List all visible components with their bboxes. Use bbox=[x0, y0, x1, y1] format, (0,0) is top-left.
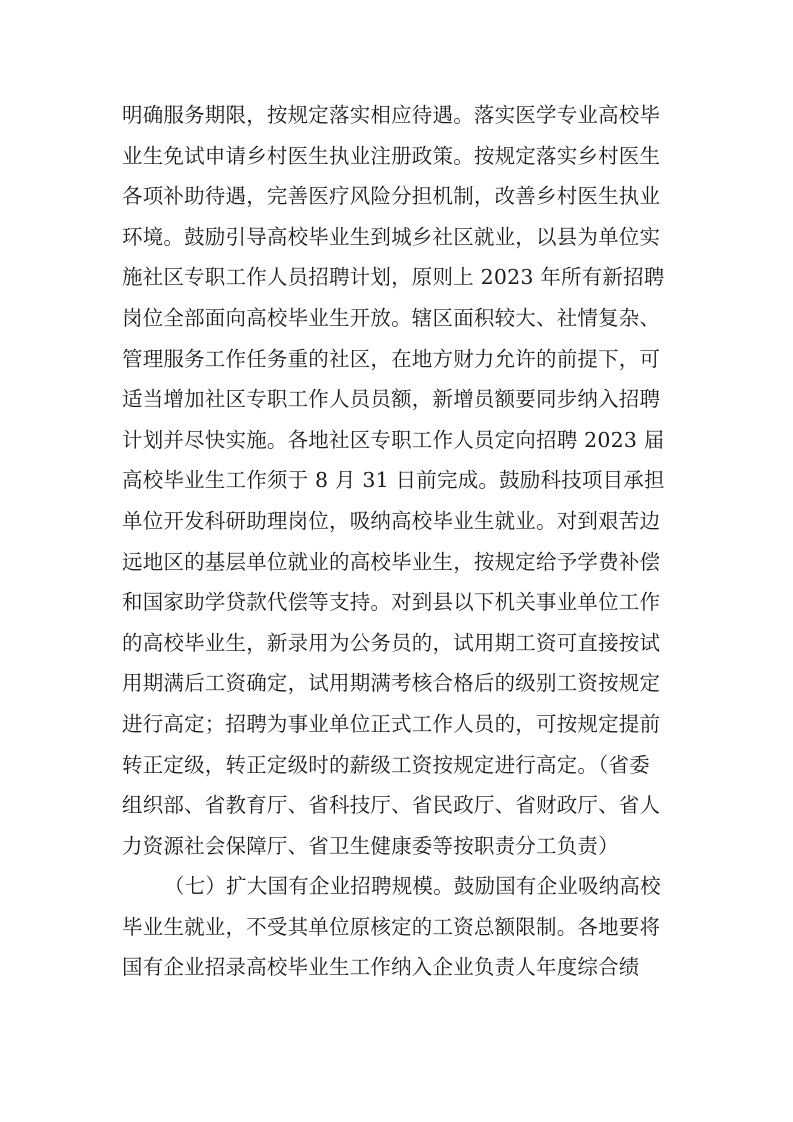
text-line: 计划并尽快实施。各地社区专职工作人员定向招聘 2023 届 bbox=[122, 427, 665, 452]
text-line: 进行高定；招聘为事业单位正式工作人员的，可按规定提前 bbox=[122, 711, 661, 736]
text-line: 明确服务期限，按规定落实相应待遇。落实医学专业高校毕 bbox=[122, 103, 661, 127]
text-line: 岗位全部面向高校毕业生开放。辖区面积较大、社情复杂、 bbox=[122, 305, 661, 330]
text-line: 各项补助待遇，完善医疗风险分担机制，改善乡村医生执业 bbox=[122, 184, 661, 209]
text-line: 转正定级，转正定级时的薪级工资按规定进行高定。（省委 bbox=[122, 752, 650, 777]
text-line: 管理服务工作任务重的社区，在地方财力允许的前提下，可 bbox=[122, 346, 661, 371]
text-line: 施社区专职工作人员招聘计划，原则上 2023 年所有新招聘 bbox=[122, 265, 665, 290]
text-line: 国有企业招录高校毕业生工作纳入企业负责人年度综合绩 bbox=[122, 955, 640, 980]
text-line: 适当增加社区专职工作人员员额，新增员额要同步纳入招聘 bbox=[122, 387, 661, 412]
text-line: 业生免试申请乡村医生执业注册政策。按规定落实乡村医生 bbox=[122, 143, 661, 168]
body-text bbox=[122, 95, 682, 988]
text-line: 的高校毕业生，新录用为公务员的，试用期工资可直接按试 bbox=[122, 630, 661, 655]
text-line: 和国家助学贷款代偿等支持。对到县以下机关事业单位工作 bbox=[122, 590, 661, 615]
text-line: 环境。鼓励引导高校毕业生到城乡社区就业，以县为单位实 bbox=[122, 224, 661, 249]
section-heading-line: （七）扩大国有企业招聘规模。鼓励国有企业吸纳高校 bbox=[164, 874, 661, 899]
text-line: 用期满后工资确定，试用期满考核合格后的级别工资按规定 bbox=[122, 671, 661, 696]
text-line: 高校毕业生工作须于 8 月 31 日前完成。鼓励科技项目承担 bbox=[122, 468, 665, 493]
text-line: 组织部、省教育厅、省科技厅、省民政厅、省财政厅、省人 bbox=[122, 793, 661, 818]
text-line: 远地区的基层单位就业的高校毕业生，按规定给予学费补偿 bbox=[122, 549, 661, 574]
text-line: 毕业生就业，不受其单位原核定的工资总额限制。各地要将 bbox=[122, 914, 661, 939]
text-line: 力资源社会保障厅、省卫生健康委等按职责分工负责） bbox=[122, 833, 619, 858]
text-line: 单位开发科研助理岗位，吸纳高校毕业生就业。对到艰苦边 bbox=[122, 508, 661, 533]
